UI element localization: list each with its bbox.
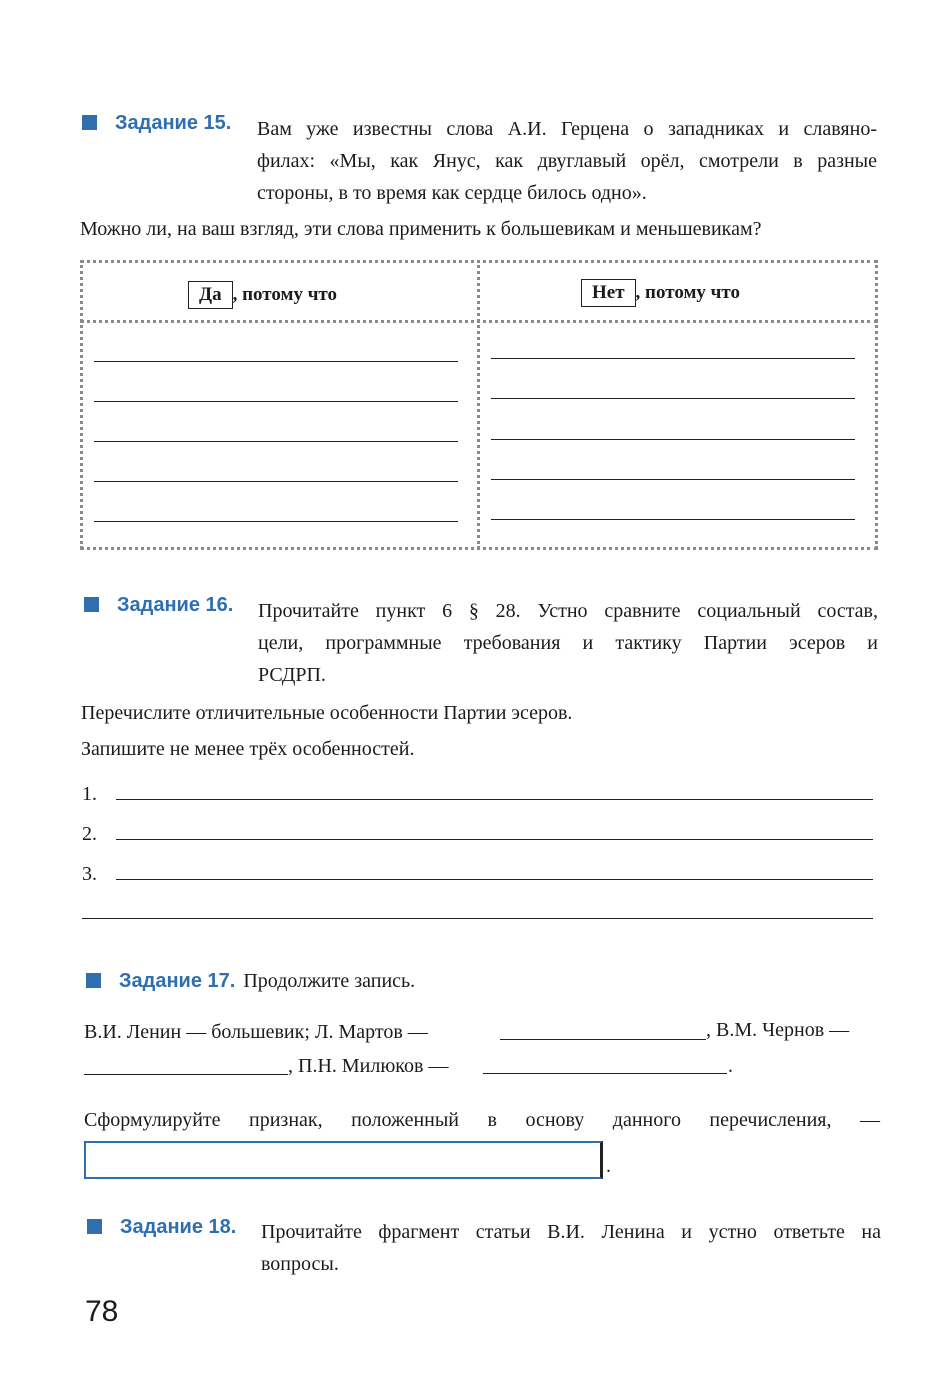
- task-17-box-period: .: [606, 1155, 611, 1177]
- chernov-answer-line[interactable]: [84, 1074, 288, 1075]
- task-16-instruction-1: Перечислите отличительные особенности Партии эсеров.: [81, 702, 573, 724]
- task-18-line-2: вопросы.: [261, 1253, 339, 1275]
- list-number-1: 1.: [82, 783, 97, 805]
- answer-line-1[interactable]: [116, 799, 873, 800]
- milyukov-answer-line[interactable]: [483, 1073, 727, 1074]
- square-bullet-icon: [84, 597, 99, 612]
- list-number-2: 2.: [82, 823, 97, 845]
- task-15-heading: [82, 112, 231, 135]
- task-17-row-2-middle: , П.Н. Милюков —: [288, 1055, 449, 1077]
- task-15-line-1: Вам уже известны слова А.И. Герцена о западниках и славяно-: [257, 118, 877, 140]
- task-18-line-1: Прочитайте фрагмент статьи В.И. Ленина и устно ответьте на: [261, 1221, 881, 1243]
- task-17-formulate: Сформулируйте признак, положенный в основу данного перечисления, —: [84, 1109, 880, 1131]
- no-box: Нет: [581, 279, 636, 307]
- no-column-header: [581, 279, 740, 307]
- list-number-3: 3.: [82, 863, 97, 885]
- martov-answer-line[interactable]: [500, 1039, 706, 1040]
- task-16-label: Задание 16.: [117, 594, 234, 616]
- yes-column-header: [188, 281, 337, 309]
- page-number: 78: [85, 1295, 119, 1328]
- task-16-instruction-2: Запишите не менее трёх особенностей.: [81, 738, 415, 760]
- task-18-heading: [87, 1216, 236, 1239]
- yes-answer-line[interactable]: [94, 441, 458, 442]
- task-15-label: Задание 15.: [115, 112, 232, 134]
- task-16-line-1: Прочитайте пункт 6 § 28. Устно сравните социальный состав,: [258, 600, 878, 622]
- yes-answer-line[interactable]: [94, 361, 458, 362]
- task-16-heading: [84, 594, 233, 617]
- task-17-row-2-period: .: [728, 1055, 733, 1077]
- criterion-answer-box[interactable]: [84, 1141, 603, 1179]
- table-border-right: [875, 260, 878, 549]
- task-15-line-2: филах: «Мы, как Янус, как двуглавый орёл, смотрели в разные: [257, 150, 877, 172]
- task-17-heading: [86, 965, 415, 997]
- square-bullet-icon: [87, 1219, 102, 1234]
- square-bullet-icon: [86, 973, 101, 988]
- table-border-left: [80, 260, 83, 549]
- no-answer-line[interactable]: [491, 479, 855, 480]
- answer-line-extra[interactable]: [82, 918, 873, 919]
- task-17-intro: Продолжите запись.: [243, 970, 416, 992]
- yes-box: Да: [188, 281, 233, 309]
- no-answer-line[interactable]: [491, 358, 855, 359]
- yes-answer-line[interactable]: [94, 401, 458, 402]
- task-17-label: Задание 17.: [119, 970, 236, 992]
- square-bullet-icon: [82, 115, 97, 130]
- no-answer-line[interactable]: [491, 398, 855, 399]
- no-answer-line[interactable]: [491, 519, 855, 520]
- no-answer-line[interactable]: [491, 439, 855, 440]
- yes-answer-line[interactable]: [94, 481, 458, 482]
- yes-answer-line[interactable]: [94, 521, 458, 522]
- table-column-divider: [477, 260, 480, 549]
- yes-because-text: , потому что: [232, 284, 337, 305]
- task-17-row-1-end: , В.М. Чернов —: [706, 1019, 850, 1041]
- task-15-line-3: стороны, в то время как сердце билось одно».: [257, 182, 647, 204]
- task-16-line-3: РСДРП.: [258, 664, 326, 686]
- task-17-row-1-start: В.И. Ленин — большевик; Л. Мартов —: [84, 1021, 428, 1043]
- no-because-text: , потому что: [635, 282, 740, 303]
- task-15-question: Можно ли, на ваш взгляд, эти слова применить к большевикам и меньшевикам?: [80, 218, 762, 240]
- task-18-label: Задание 18.: [120, 1216, 237, 1238]
- task-16-line-2: цели, программные требования и тактику Партии эсеров и: [258, 632, 878, 654]
- answer-line-2[interactable]: [116, 839, 873, 840]
- answer-line-3[interactable]: [116, 879, 873, 880]
